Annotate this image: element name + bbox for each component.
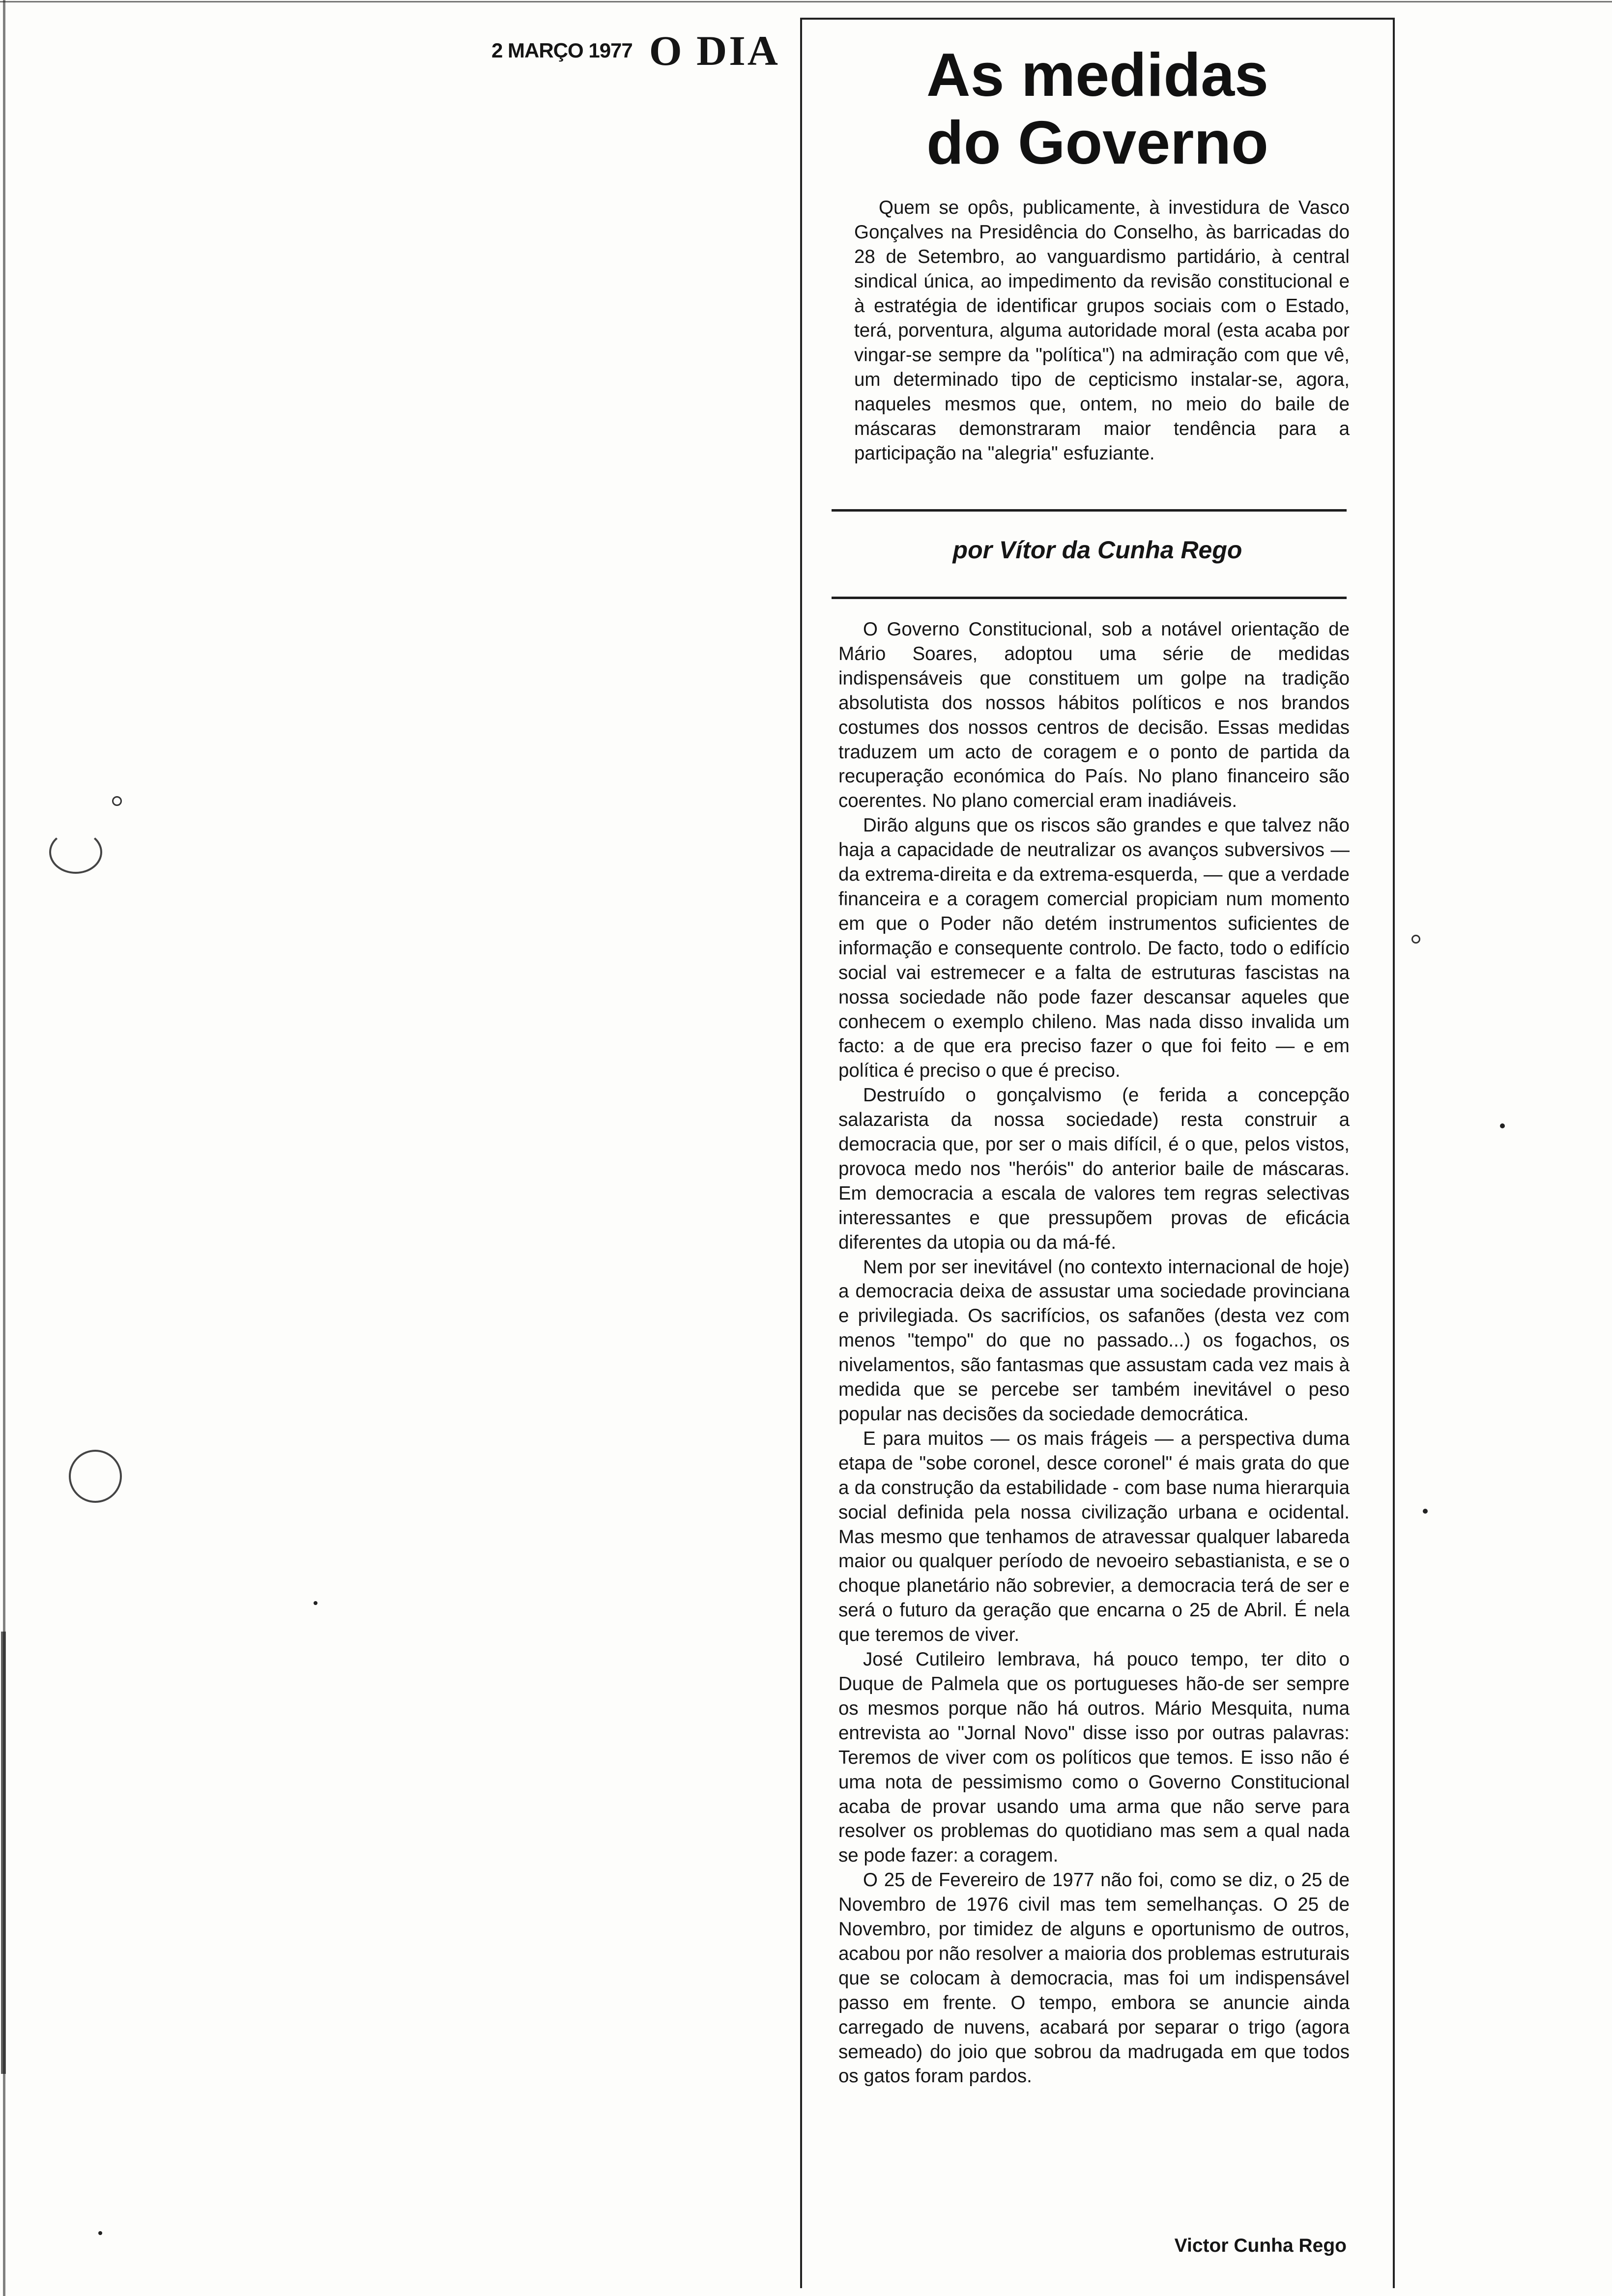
scan-speck <box>1500 1123 1505 1128</box>
article-paragraph: Nem por ser inevitável (no contexto internacional de hoje) a democracia deixa de assustar uma sociedade provinciana e privilegiada. Os sacrifícios, os safanões (desta vez com menos "tempo" do que no passado...) os fogachos, os nivelamentos, são fantasmas que assustam cada vez mais à medida que se percebe ser também inevitável o peso popular nas decisões da sociedade democrática. <box>838 1256 1350 1425</box>
rule-below-byline <box>832 597 1347 599</box>
article-paragraph: Dirão alguns que os riscos são grandes e que talvez não haja a capacidade de neutralizar os avanços subversivos — da extrema-direita e da extrema-esquerda, — que a verdade financeira e a coragem comercial propiciam num momento em que o Poder não detém instrumentos suficientes de informação e consequente controlo. De facto, todo o edifício social vai estremecer e a falta de estruturas fascistas na nossa sociedade não pode fazer descansar aqueles que conhecem o exemplo chileno. Mas nada disso invalida um facto: a de que era preciso fazer o que foi feito — e em política é preciso o que é preciso. <box>838 815 1350 1082</box>
publication-date: 2 MARÇO 1977 <box>491 39 633 62</box>
article-title <box>800 41 1395 177</box>
article-paragraph: E para muitos — os mais frágeis — a perspectiva duma etapa de "sobe coronel, desce coronel" é mais grata do que a da construção da estabilidade - com base numa hierarquia social definida pela nossa civilização urbana e ocidental. Mas mesmo que tenhamos de atravessar qualquer labareda maior ou qualquer período de nevoeiro sebastianista, e se o choque planetário não sobrevier, a democracia terá de ser e será o futuro da geração que encarna o 25 de Abril. É nela que teremos de viver. <box>838 1428 1350 1646</box>
newspaper-name: O DIA <box>649 27 780 74</box>
article-paragraph: O 25 de Fevereiro de 1977 não foi, como se diz, o 25 de Novembro de 1976 civil mas tem semelhanças. O 25 de Novembro, por timidez de alguns e oportunismo de outros, acabou por não resolver a maioria dos problemas estruturais que se colocam à democracia, mas foi um indispensável passo em frente. O tempo, embora se anuncie ainda carregado de nuvens, acabará por separar o trigo (agora semeado) do joio que sobrou da madrugada em que todos os gatos foram pardos. <box>838 1869 1350 2087</box>
scan-speck <box>314 1601 317 1605</box>
article-byline: por Vítor da Cunha Rego <box>952 536 1242 564</box>
scan-speck <box>1423 1509 1428 1514</box>
dateline <box>491 27 780 74</box>
article-title-line-2: do Governo <box>926 109 1268 177</box>
scan-left-edge-mark <box>1 1632 6 2074</box>
article-body <box>838 617 1350 2089</box>
article-lead: Quem se opôs, publicamente, à investidura de Vasco Gonçalves na Presidência do Conselho, às barricadas do 28 de Setembro, ao vanguardismo partidário, à central sindical única, ao impedimento da revisão constitucional e à estratégia de identificar grupos sociais com o Estado, terá, porventura, alguma autoridade moral (esta acaba por vingar-se sempre da "política") na admiração com que vê, um determinado tipo de cepticismo instalar-se, agora, naqueles mesmos que, ontem, no meio do baile de máscaras demonstraram maior tendência para a participação na "alegria" esfuziante. <box>854 197 1350 464</box>
article-paragraph: José Cutileiro lembrava, há pouco tempo, ter dito o Duque de Palmela que os portugueses hão-de ser sempre os mesmos porque não há outros. Mário Mesquita, numa entrevista ao "Jornal Novo" disse isso por outras palavras: Teremos de viver com os políticos que temos. E isso não é uma nota de pessimismo como o Governo Constitucional acaba de provar usando uma arma que não serve para resolver os problemas do quotidiano mas sem a qual nada se pode fazer: a coragem. <box>838 1649 1350 1866</box>
scan-speck <box>1411 935 1420 944</box>
scan-speck <box>112 796 122 806</box>
scan-speck <box>98 2231 102 2235</box>
scan-smudge <box>69 1450 122 1503</box>
article-paragraph: Destruído o gonçalvismo (e ferida a concepção salazarista da nossa sociedade) resta construir a democracia que, por ser o mais difícil, é o que, pelos vistos, provoca medo nos "heróis" do anterior baile de máscaras. Em democracia a escala de valores tem regras selectivas interessantes e que pressupõem provas de eficácia diferentes da utopia ou da má-fé. <box>838 1085 1350 1253</box>
rule-above-byline <box>832 509 1347 512</box>
article-paragraph: O Governo Constitucional, sob a notável orientação de Mário Soares, adoptou uma série de medidas indispensáveis que constituem um golpe na tradição absolutista dos nossos hábitos políticos e nos brandos costumes dos nossos centros de decisão. Essas medidas traduzem um acto de coragem e o ponto de partida da recuperação económica do País. No plano financeiro são coerentes. No plano comercial eram inadiáveis. <box>838 619 1350 812</box>
article-signature: Victor Cunha Rego <box>1174 2235 1347 2256</box>
article-title-line-1: As medidas <box>926 41 1269 109</box>
scan-top-edge <box>0 1 1612 2</box>
scan-smudge <box>49 831 102 874</box>
